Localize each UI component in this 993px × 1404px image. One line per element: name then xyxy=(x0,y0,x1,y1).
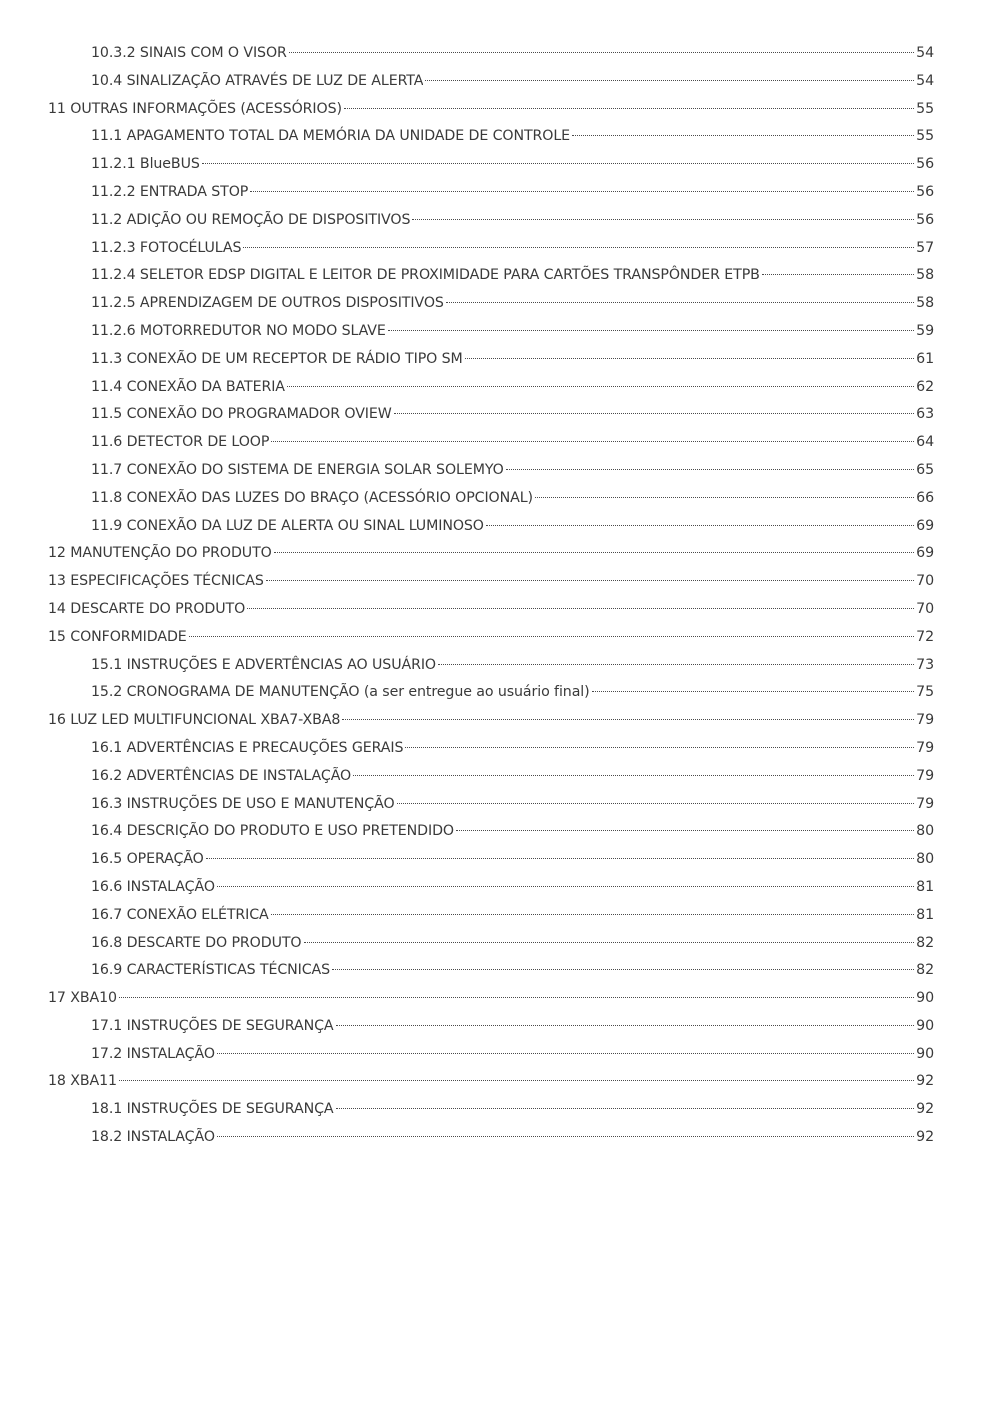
toc-entry-title: 12 MANUTENÇÃO DO PRODUTO xyxy=(48,545,272,562)
toc-entry[interactable] xyxy=(48,874,934,902)
toc-entry-page-number: 73 xyxy=(916,656,934,673)
dot-leader xyxy=(465,358,914,359)
toc-entry-page-number: 90 xyxy=(916,990,934,1007)
toc-entry-title: 16.5 OPERAÇÃO xyxy=(91,851,204,868)
dot-leader xyxy=(344,108,914,109)
toc-entry-title: 11 OUTRAS INFORMAÇÕES (ACESSÓRIOS) xyxy=(48,100,342,117)
toc-entry[interactable] xyxy=(48,624,934,652)
dot-leader xyxy=(217,1136,914,1137)
toc-entry[interactable] xyxy=(48,1041,934,1069)
toc-entry-page-number: 90 xyxy=(916,1045,934,1062)
toc-entry-title: 16.9 CARACTERÍSTICAS TÉCNICAS xyxy=(91,962,331,979)
toc-entry-page-number: 58 xyxy=(916,295,934,312)
toc-entry-title: 16.7 CONEXÃO ELÉTRICA xyxy=(91,906,269,923)
toc-entry[interactable] xyxy=(48,96,934,124)
toc-entry[interactable] xyxy=(48,763,934,791)
toc-entry[interactable] xyxy=(48,1013,934,1041)
dot-leader xyxy=(119,1080,914,1081)
toc-entry-page-number: 81 xyxy=(916,906,934,923)
toc-entry[interactable] xyxy=(48,513,934,541)
dot-leader xyxy=(388,330,914,331)
dot-leader xyxy=(336,1025,915,1026)
toc-entry[interactable] xyxy=(48,318,934,346)
toc-entry-title: 11.2.2 ENTRADA STOP xyxy=(91,183,249,200)
toc-entry[interactable] xyxy=(48,151,934,179)
dot-leader xyxy=(405,747,914,748)
toc-entry[interactable] xyxy=(48,902,934,930)
dot-leader xyxy=(243,247,914,248)
toc-entry-title: 17.2 INSTALAÇÃO xyxy=(91,1045,215,1062)
dot-leader xyxy=(247,608,914,609)
toc-entry-title: 11.2.1 BlueBUS xyxy=(91,156,200,173)
dot-leader xyxy=(397,803,915,804)
toc-entry-title: 16.4 DESCRIÇÃO DO PRODUTO E USO PRETENDIDO xyxy=(91,823,454,840)
table-of-contents xyxy=(48,40,934,1152)
toc-entry-title: 16 LUZ LED MULTIFUNCIONAL XBA7-XBA8 xyxy=(48,712,341,729)
toc-entry-title: 13 ESPECIFICAÇÕES TÉCNICAS xyxy=(48,573,264,590)
toc-entry[interactable] xyxy=(48,1124,934,1152)
toc-entry[interactable] xyxy=(48,652,934,680)
toc-entry-title: 18.2 INSTALAÇÃO xyxy=(91,1129,215,1146)
dot-leader xyxy=(342,719,914,720)
toc-entry[interactable] xyxy=(48,1068,934,1096)
toc-entry[interactable] xyxy=(48,930,934,958)
toc-entry-page-number: 69 xyxy=(916,517,934,534)
dot-leader xyxy=(274,552,914,553)
toc-entry-page-number: 62 xyxy=(916,378,934,395)
toc-entry-title: 18.1 INSTRUÇÕES DE SEGURANÇA xyxy=(91,1101,334,1118)
toc-entry-title: 17.1 INSTRUÇÕES DE SEGURANÇA xyxy=(91,1017,334,1034)
toc-entry-title: 16.3 INSTRUÇÕES DE USO E MANUTENÇÃO xyxy=(91,795,395,812)
dot-leader xyxy=(456,830,914,831)
toc-entry-page-number: 82 xyxy=(916,934,934,951)
dot-leader xyxy=(336,1108,915,1109)
toc-entry-title: 11.9 CONEXÃO DA LUZ DE ALERTA OU SINAL LUMINOSO xyxy=(91,517,484,534)
toc-entry-page-number: 70 xyxy=(916,600,934,617)
toc-entry-title: 14 DESCARTE DO PRODUTO xyxy=(48,600,246,617)
toc-entry[interactable] xyxy=(48,401,934,429)
toc-entry-title: 11.2.6 MOTORREDUTOR NO MODO SLAVE xyxy=(91,322,386,339)
toc-entry[interactable] xyxy=(48,346,934,374)
dot-leader xyxy=(206,858,914,859)
toc-entry-title: 16.1 ADVERTÊNCIAS E PRECAUÇÕES GERAIS xyxy=(91,739,404,756)
toc-entry-title: 15 CONFORMIDADE xyxy=(48,628,187,645)
toc-entry-title: 11.5 CONEXÃO DO PROGRAMADOR OVIEW xyxy=(91,406,392,423)
toc-entry[interactable] xyxy=(48,485,934,513)
toc-entry-page-number: 92 xyxy=(916,1101,934,1118)
toc-entry-title: 11.2.3 FOTOCÉLULAS xyxy=(91,239,242,256)
dot-leader xyxy=(592,691,915,692)
dot-leader xyxy=(412,219,914,220)
toc-entry-page-number: 55 xyxy=(916,128,934,145)
toc-entry-page-number: 56 xyxy=(916,183,934,200)
toc-entry[interactable] xyxy=(48,40,934,68)
dot-leader xyxy=(438,664,914,665)
toc-entry-page-number: 80 xyxy=(916,823,934,840)
toc-entry-page-number: 79 xyxy=(916,795,934,812)
toc-entry-page-number: 79 xyxy=(916,767,934,784)
dot-leader xyxy=(486,525,914,526)
toc-entry-title: 10.4 SINALIZAÇÃO ATRAVÉS DE LUZ DE ALERTA xyxy=(91,72,424,89)
toc-entry[interactable] xyxy=(48,457,934,485)
dot-leader xyxy=(762,274,914,275)
dot-leader xyxy=(119,997,914,998)
dot-leader xyxy=(289,52,914,53)
toc-entry[interactable] xyxy=(48,596,934,624)
toc-entry[interactable] xyxy=(48,846,934,874)
toc-entry-page-number: 70 xyxy=(916,573,934,590)
toc-entry[interactable] xyxy=(48,791,934,819)
toc-entry-title: 17 XBA10 xyxy=(48,990,117,1007)
toc-entry[interactable] xyxy=(48,179,934,207)
toc-entry[interactable] xyxy=(48,679,934,707)
toc-entry-page-number: 54 xyxy=(916,72,934,89)
toc-entry-page-number: 81 xyxy=(916,878,934,895)
toc-entry-title: 11.4 CONEXÃO DA BATERIA xyxy=(91,378,285,395)
dot-leader xyxy=(535,497,914,498)
toc-entry[interactable] xyxy=(48,262,934,290)
toc-entry-page-number: 72 xyxy=(916,628,934,645)
dot-leader xyxy=(353,775,914,776)
toc-entry-title: 11.2.4 SELETOR EDSP DIGITAL E LEITOR DE PROXIMIDADE PARA CARTÕES TRANSPÔNDER ETPB xyxy=(91,267,760,284)
dot-leader xyxy=(266,580,914,581)
dot-leader xyxy=(189,636,915,637)
toc-entry[interactable] xyxy=(48,68,934,96)
toc-entry[interactable] xyxy=(48,235,934,263)
toc-entry-page-number: 65 xyxy=(916,461,934,478)
toc-entry-page-number: 66 xyxy=(916,489,934,506)
toc-entry-page-number: 92 xyxy=(916,1129,934,1146)
toc-entry[interactable] xyxy=(48,707,934,735)
toc-entry-page-number: 57 xyxy=(916,239,934,256)
dot-leader xyxy=(250,191,914,192)
dot-leader xyxy=(271,441,914,442)
toc-entry-page-number: 58 xyxy=(916,267,934,284)
dot-leader xyxy=(217,1053,914,1054)
dot-leader xyxy=(202,163,914,164)
toc-entry-page-number: 69 xyxy=(916,545,934,562)
toc-entry[interactable] xyxy=(48,290,934,318)
toc-entry-title: 11.7 CONEXÃO DO SISTEMA DE ENERGIA SOLAR SOLEMYO xyxy=(91,461,504,478)
dot-leader xyxy=(217,886,914,887)
toc-entry-title: 16.8 DESCARTE DO PRODUTO xyxy=(91,934,302,951)
dot-leader xyxy=(425,80,914,81)
toc-entry-title: 15.1 INSTRUÇÕES E ADVERTÊNCIAS AO USUÁRIO xyxy=(91,656,436,673)
toc-entry-title: 11.2 ADIÇÃO OU REMOÇÃO DE DISPOSITIVOS xyxy=(91,211,411,228)
toc-entry-title: 11.8 CONEXÃO DAS LUZES DO BRAÇO (ACESSÓRIO OPCIONAL) xyxy=(91,489,533,506)
toc-entry-page-number: 59 xyxy=(916,322,934,339)
toc-entry[interactable] xyxy=(48,207,934,235)
toc-entry-page-number: 56 xyxy=(916,156,934,173)
toc-entry-page-number: 61 xyxy=(916,350,934,367)
dot-leader xyxy=(332,969,914,970)
toc-entry-page-number: 75 xyxy=(916,684,934,701)
toc-entry-title: 11.2.5 APRENDIZAGEM DE OUTROS DISPOSITIVOS xyxy=(91,295,444,312)
toc-entry-title: 15.2 CRONOGRAMA DE MANUTENÇÃO (a ser entregue ao usuário final) xyxy=(91,684,590,701)
toc-entry[interactable] xyxy=(48,540,934,568)
toc-entry-page-number: 90 xyxy=(916,1017,934,1034)
toc-entry[interactable] xyxy=(48,957,934,985)
toc-entry[interactable] xyxy=(48,374,934,402)
toc-entry-page-number: 56 xyxy=(916,211,934,228)
dot-leader xyxy=(506,469,914,470)
dot-leader xyxy=(446,302,914,303)
toc-entry-title: 11.3 CONEXÃO DE UM RECEPTOR DE RÁDIO TIPO SM xyxy=(91,350,463,367)
toc-entry-title: 11.1 APAGAMENTO TOTAL DA MEMÓRIA DA UNIDADE DE CONTROLE xyxy=(91,128,571,145)
toc-entry-title: 16.2 ADVERTÊNCIAS DE INSTALAÇÃO xyxy=(91,767,352,784)
toc-entry[interactable] xyxy=(48,1096,934,1124)
toc-entry-page-number: 80 xyxy=(916,851,934,868)
toc-entry[interactable] xyxy=(48,818,934,846)
toc-entry-title: 16.6 INSTALAÇÃO xyxy=(91,878,215,895)
toc-entry[interactable] xyxy=(48,735,934,763)
dot-leader xyxy=(572,135,914,136)
toc-entry-page-number: 63 xyxy=(916,406,934,423)
toc-entry-page-number: 79 xyxy=(916,712,934,729)
toc-entry-title: 18 XBA11 xyxy=(48,1073,117,1090)
toc-entry[interactable] xyxy=(48,985,934,1013)
toc-entry[interactable] xyxy=(48,568,934,596)
toc-entry-page-number: 54 xyxy=(916,45,934,61)
toc-entry-title: 10.3.2 SINAIS COM O VISOR xyxy=(91,45,287,61)
dot-leader xyxy=(394,413,914,414)
toc-entry-page-number: 79 xyxy=(916,739,934,756)
dot-leader xyxy=(271,914,914,915)
dot-leader xyxy=(287,386,914,387)
toc-entry[interactable] xyxy=(48,429,934,457)
toc-entry[interactable] xyxy=(48,123,934,151)
toc-entry-title: 11.6 DETECTOR DE LOOP xyxy=(91,434,270,451)
toc-entry-page-number: 64 xyxy=(916,434,934,451)
dot-leader xyxy=(304,942,915,943)
toc-entry-page-number: 55 xyxy=(916,100,934,117)
toc-entry-page-number: 82 xyxy=(916,962,934,979)
toc-entry-page-number: 92 xyxy=(916,1073,934,1090)
